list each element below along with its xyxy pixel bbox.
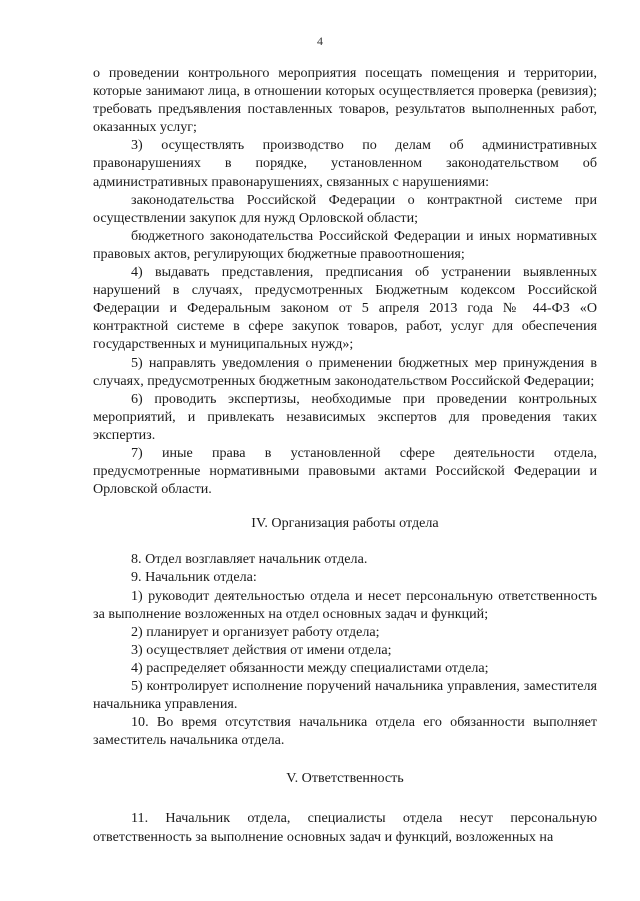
section-heading: V. Ответственность	[286, 770, 404, 787]
paragraph: 7) иные права в установленной сфере деятельности отдела, предусмотренные нормативными правовыми актами Российской Федерации и Орловской области.	[93, 444, 597, 498]
paragraph: 10. Во время отсутствия начальника отдела его обязанности выполняет заместитель начальника отдела.	[93, 714, 597, 749]
paragraph: 6) проводить экспертизы, необходимые при проведении контрольных мероприятий, и привлекать независимых экспертов для проведения таких экспертиз.	[93, 390, 597, 443]
paragraph: 5) контролирует исполнение поручений начальника управления, заместителя начальника управления.	[93, 678, 597, 713]
paragraph: 4) распределяет обязанности между специалистами отдела;	[131, 659, 489, 676]
document-body	[93, 64, 597, 846]
paragraph: 8. Отдел возглавляет начальник отдела.	[131, 551, 368, 568]
paragraph: 9. Начальник отдела:	[131, 569, 257, 586]
page-number: 4	[317, 34, 323, 48]
paragraph: законодательства Российской Федерации о контрактной системе при осуществлении закупок для нужд Орловской области;	[93, 191, 597, 226]
paragraph: 5) направлять уведомления о применении бюджетных мер принуждения в случаях, предусмотренных бюджетным законодательством Российской Федерации;	[93, 354, 597, 389]
paragraph: о проведении контрольного мероприятия посещать помещения и территории, которые занимают лица, в отношении которых осуществляется проверка (ревизия); требовать предъявления поставленных товаров, результатов выполненных работ, оказанных услуг;	[93, 65, 597, 136]
paragraph: 3) осуществляет действия от имени отдела;	[131, 641, 392, 658]
paragraph: бюджетного законодательства Российской Федерации и иных нормативных правовых актов, регулирующих бюджетные правоотношения;	[93, 227, 597, 262]
paragraph: 3) осуществлять производство по делам об административных правонарушениях в порядке, установленном законодательством об административных правонарушениях, связанных с нарушениями:	[93, 137, 597, 190]
paragraph: 4) выдавать представления, предписания об устранении выявленных нарушений в случаях, предусмотренных Бюджетным кодексом Российской Федерации и Федеральным законом от 5 апреля 2013 года № 44-ФЗ «О контрактной системе в сфере закупок товаров, работ, услуг для обеспечения государственных и муниципальных нужд»;	[93, 264, 597, 353]
paragraph: 11. Начальник отдела, специалисты отдела несут персональную ответственность за выполнение основных задач и функций, возложенных на	[93, 810, 597, 845]
paragraph: 2) планирует и организует работу отдела;	[131, 623, 380, 640]
section-heading: IV. Организация работы отдела	[251, 515, 439, 532]
paragraph: 1) руководит деятельностью отдела и несет персональную ответственность за выполнение возложенных на отдел основных задач и функций;	[93, 587, 597, 622]
